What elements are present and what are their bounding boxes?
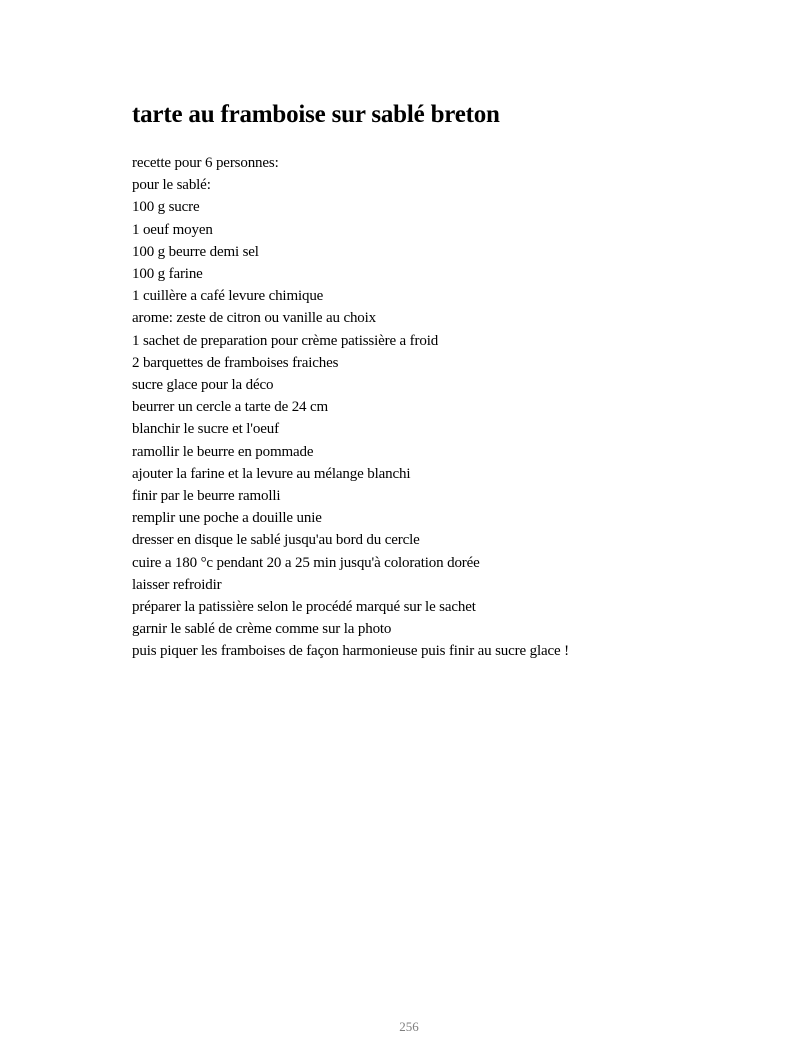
ingredient-line: sucre glace pour la déco [132, 377, 274, 394]
step-line: beurrer un cercle a tarte de 24 cm [132, 399, 329, 416]
ingredient-line: 2 barquettes de framboises fraiches [132, 354, 339, 371]
ingredient-line: 100 g sucre [132, 199, 200, 216]
step-line: garnir le sablé de crème comme sur la photo [132, 621, 392, 638]
recipe-line: recette pour 6 personnes: [132, 155, 279, 171]
step-line: remplir une poche a douille unie [132, 510, 322, 527]
ingredient-line: 1 cuillère a café levure chimique [132, 288, 324, 305]
recipe-title: tarte au framboise sur sablé breton [132, 101, 500, 128]
page-number: 256 [399, 1019, 419, 1034]
ingredient-line: 100 g farine [132, 266, 203, 283]
recipe-line: pour le sablé: [132, 177, 211, 194]
step-line: dresser en disque le sablé jusqu'au bord du cercle [132, 532, 420, 549]
step-line: préparer la patissière selon le procédé marqué sur le sachet [132, 599, 476, 616]
step-line: finir par le beurre ramolli [132, 488, 281, 505]
ingredient-line: 1 oeuf moyen [132, 221, 213, 238]
step-line: ramollir le beurre en pommade [132, 443, 314, 460]
ingredient-line: 1 sachet de preparation pour crème patissière a froid [132, 332, 439, 349]
step-line: laisser refroidir [132, 576, 222, 593]
recipe-body [132, 152, 569, 663]
step-line: puis piquer les framboises de façon harmonieuse puis finir au sucre glace ! [132, 643, 569, 660]
ingredient-line: arome: zeste de citron ou vanille au choix [132, 310, 377, 327]
ingredient-line: 100 g beurre demi sel [132, 243, 259, 260]
step-line: cuire a 180 °c pendant 20 a 25 min jusqu'à coloration dorée [132, 554, 480, 571]
step-line: ajouter la farine et la levure au mélange blanchi [132, 465, 411, 482]
step-line: blanchir le sucre et l'oeuf [132, 421, 279, 438]
